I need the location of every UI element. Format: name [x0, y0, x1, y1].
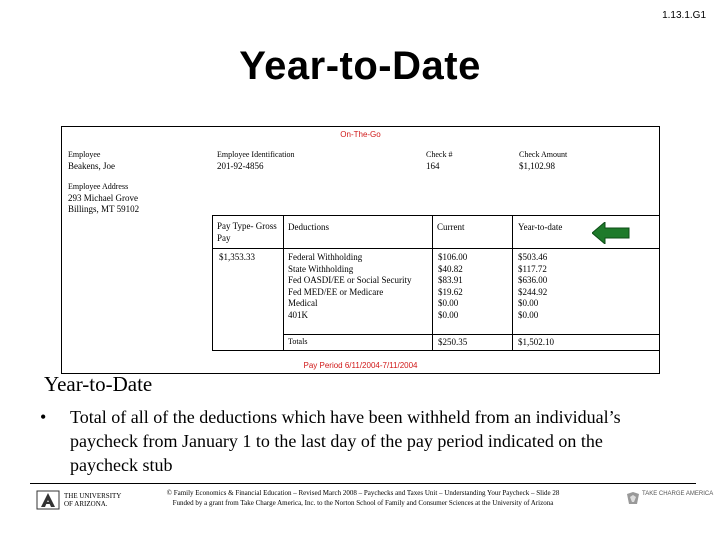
address-line-1: 293 Michael Grove [68, 192, 138, 203]
ytd-header: Year-to-date [518, 222, 563, 232]
pay-period: Pay Period 6/11/2004-7/11/2004 [303, 361, 418, 370]
take-charge-america-logo-icon [626, 491, 640, 505]
employee-name: Beakens, Joe [68, 160, 115, 171]
footer-divider [30, 483, 696, 484]
check-number-label: Check # [426, 150, 453, 159]
bullet-dot: • [40, 407, 47, 427]
university-of-arizona-logo [36, 490, 121, 510]
employee-address-cell [68, 181, 139, 216]
footer-copyright: © Family Economics & Financial Education – Revised March 2008 – Paychecks and Taxes Unit – Understanding Your Paycheck – Slide 28 [166, 489, 560, 497]
footer-credits [128, 488, 598, 508]
address-line-2: Billings, MT 59102 [68, 204, 140, 214]
deduction-item: Fed OASDI/EE or Social Security [288, 275, 412, 285]
check-amount-value: $1,102.98 [519, 160, 555, 171]
take-charge-america-text: TAKE CHARGE AMERICA [642, 491, 714, 497]
take-charge-america-logo [626, 491, 713, 505]
employee-label: Employee [68, 150, 101, 159]
current-value: $0.00 [438, 298, 459, 308]
current-value: $106.00 [438, 252, 468, 262]
employee-id-label: Employee Identification [217, 150, 295, 159]
ua-name-line-1: THE UNIVERSITY [64, 492, 122, 500]
deduction-item: Medical [288, 298, 318, 308]
section-subheading: Year-to-Date [44, 372, 153, 396]
check-amount-label: Check Amount [519, 150, 568, 159]
current-header: Current [437, 222, 465, 232]
check-number-value: 164 [426, 160, 440, 171]
ytd-value: $636.00 [518, 275, 548, 285]
paycheck-stub [61, 126, 660, 374]
current-value: $83.91 [438, 275, 463, 285]
ytd-value: $503.46 [518, 252, 548, 262]
footer-funding: Funded by a grant from Take Charge America, Inc. to the Norton School of Family and Consumer Sciences at the University of Arizona [172, 499, 554, 507]
deductions-header: Deductions [288, 222, 329, 232]
column-divider [283, 216, 284, 350]
ua-name-line-2: OF ARIZONA. [64, 500, 108, 508]
university-of-arizona-logo-icon [36, 490, 60, 510]
deductions-list [288, 252, 428, 321]
bullet-text: Total of all of the deductions which have been withheld from an individual’s paycheck from January 1 to the last day of the pay period indicated on the paycheck stub [70, 407, 621, 475]
row-divider [213, 248, 659, 249]
totals-current: $250.35 [438, 337, 468, 347]
check-number-cell [426, 149, 452, 172]
column-divider [432, 216, 433, 350]
employee-id-cell [217, 149, 295, 172]
current-value: $19.62 [438, 286, 463, 297]
totals-label: Totals [288, 337, 308, 346]
row-divider [283, 334, 659, 335]
check-amount-cell [519, 149, 567, 172]
deduction-item: 401K [288, 309, 308, 320]
deduction-item: State Withholding [288, 263, 354, 274]
pay-type-header: Pay Type- Gross Pay [217, 221, 277, 243]
page-title: Year-to-Date [239, 44, 481, 88]
company-name: On-The-Go [340, 130, 381, 139]
employee-cell [68, 149, 115, 172]
deduction-item: Federal Withholding [288, 252, 363, 262]
ytd-value: $117.72 [518, 263, 547, 274]
ytd-value: $0.00 [518, 309, 539, 320]
ytd-value: $0.00 [518, 298, 539, 308]
gross-pay-value: $1,353.33 [219, 252, 255, 262]
slide-number: 1.13.1.G1 [662, 10, 706, 21]
totals-ytd: $1,502.10 [518, 337, 554, 347]
employee-address-label: Employee Address [68, 182, 129, 191]
current-value: $0.00 [438, 309, 459, 320]
current-value: $40.82 [438, 263, 463, 274]
left-arrow-icon [592, 222, 630, 244]
current-values [438, 252, 467, 321]
deduction-item: Fed MED/EE or Medicare [288, 286, 384, 297]
ytd-values [518, 252, 547, 321]
ytd-value: $244.92 [518, 286, 548, 297]
employee-id-value: 201-92-4856 [217, 160, 264, 171]
column-divider [512, 216, 513, 350]
